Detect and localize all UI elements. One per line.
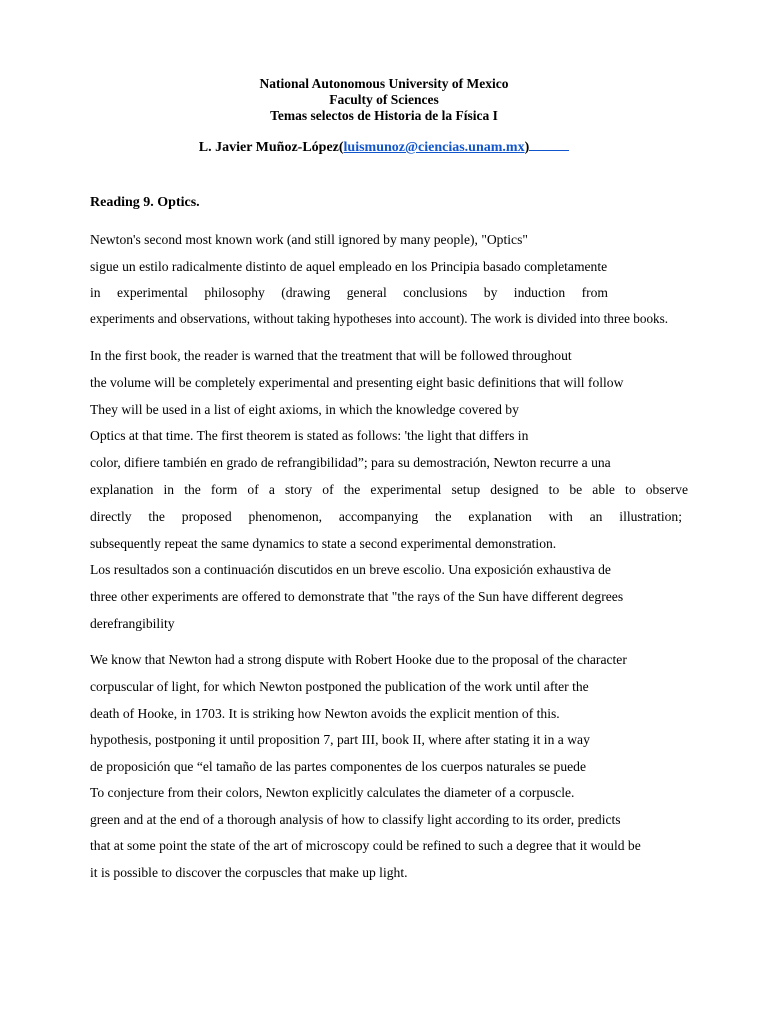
paragraph1-line: sigue un estilo radicalmente distinto de aquel empleado en los Principia basado completamente bbox=[90, 259, 608, 274]
paragraph2-line: Optics at that time. The first theorem is stated as follows: 'the light that differs in bbox=[90, 428, 529, 443]
paragraph3-line: We know that Newton had a strong dispute with Robert Hooke due to the proposal of the character bbox=[90, 652, 627, 667]
paragraph2-line: color, difiere también en grado de refrangibilidad”; para su demostración, Newton recurre a una bbox=[90, 455, 611, 470]
paragraph3-line: it is possible to discover the corpuscles that make up light. bbox=[90, 865, 408, 880]
university-name: National Autonomous University of Mexico bbox=[259, 76, 509, 91]
email-underline-tail bbox=[529, 138, 569, 151]
paragraph2-line: derefrangibility bbox=[90, 616, 175, 631]
author-email-link[interactable]: luismunoz@ciencias.unam.mx bbox=[343, 140, 525, 155]
paragraph2-line: directly the proposed phenomenon, accompanying the explanation with an illustration; bbox=[90, 509, 682, 524]
paragraph3-line: death of Hooke, in 1703. It is striking how Newton avoids the explicit mention of this. bbox=[90, 706, 560, 721]
paragraph2-line: Los resultados son a continuación discutidos en un breve escolio. Una exposición exhaustiva de bbox=[90, 562, 611, 577]
paragraph3-line: green and at the end of a thorough analysis of how to classify light according to its order, predicts bbox=[90, 812, 621, 827]
paragraph2-line: the volume will be completely experimental and presenting eight basic definitions that will follow bbox=[90, 375, 624, 390]
paragraph2-line: They will be used in a list of eight axioms, in which the knowledge covered by bbox=[90, 402, 519, 417]
paragraph2-line: subsequently repeat the same dynamics to state a second experimental demonstration. bbox=[90, 536, 557, 551]
paragraph3-line: that at some point the state of the art of microscopy could be refined to such a degree that it would be bbox=[90, 838, 641, 853]
paragraph2-line: three other experiments are offered to demonstrate that "the rays of the Sun have different degrees bbox=[90, 589, 624, 604]
document-header bbox=[0, 76, 768, 124]
faculty-name: Faculty of Sciences bbox=[329, 92, 439, 107]
paragraph3-line: de proposición que “el tamaño de las partes componentes de los cuerpos naturales se puede bbox=[90, 759, 587, 774]
paragraph3-line: corpuscular of light, for which Newton postponed the publication of the work until after the bbox=[90, 679, 589, 694]
author-name-close: ) bbox=[524, 140, 530, 155]
paragraph1-line: Newton's second most known work (and still ignored by many people), "Optics" bbox=[90, 232, 528, 247]
paragraph2-line: explanation in the form of a story of the experimental setup designed to be able to observe bbox=[90, 482, 688, 497]
author-name: L. Javier Muñoz-López( bbox=[198, 140, 344, 155]
paragraph3-line: hypothesis, postponing it until proposition 7, part III, book II, where after stating it in a way bbox=[90, 732, 590, 747]
paragraph1-line: in experimental philosophy (drawing general conclusions by induction from bbox=[90, 285, 608, 300]
author-line bbox=[0, 138, 768, 156]
paragraph3-line: To conjecture from their colors, Newton explicitly calculates the diameter of a corpuscle. bbox=[90, 785, 575, 800]
reading-title: Reading 9. Optics. bbox=[90, 195, 200, 210]
course-name: Temas selectos de Historia de la Física I bbox=[270, 108, 498, 123]
paragraph2-line: In the first book, the reader is warned that the treatment that will be followed throughout bbox=[90, 348, 572, 363]
paragraph1-line: experiments and observations, without taking hypotheses into account). The work is divided into three books. bbox=[90, 311, 669, 326]
